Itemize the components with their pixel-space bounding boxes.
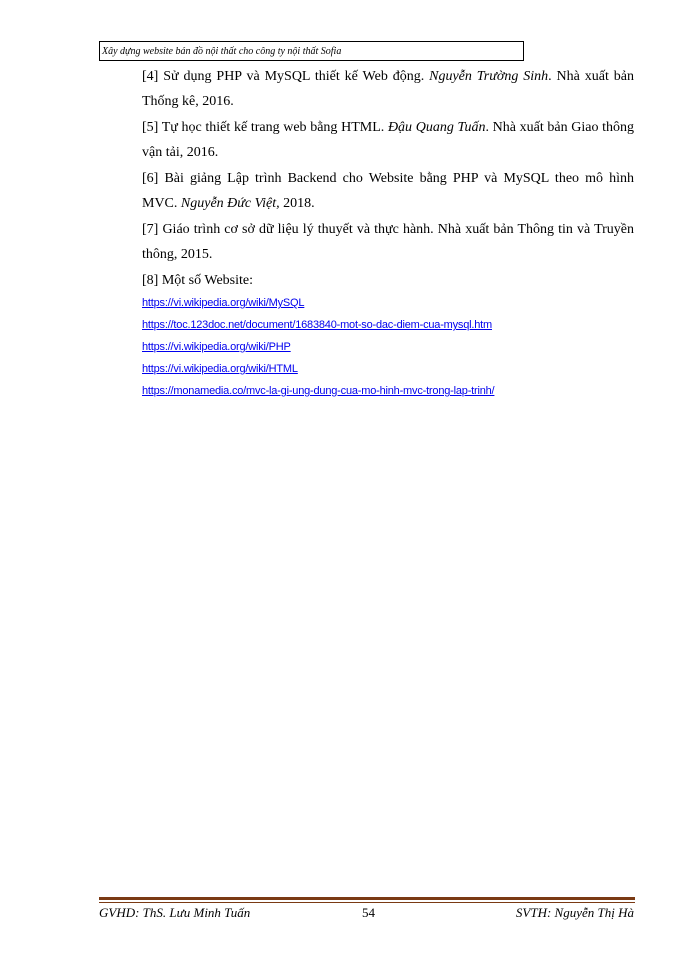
header-title: Xây dựng website bán đồ nội thất cho công ty nội thất Sofia bbox=[102, 46, 342, 57]
footer-rule-thin bbox=[99, 902, 635, 903]
reference-text: Giáo trình cơ sở dữ liệu lý thuyết và thực hành. Nhà xuất bản Thông tin và Truyền thông, 2015. bbox=[142, 222, 635, 262]
reference-text: Một số Website: bbox=[161, 273, 253, 288]
reference-item-7 bbox=[142, 217, 634, 267]
footer-advisor: GVHD: ThS. Lưu Minh Tuấn bbox=[99, 905, 251, 920]
reference-item-8 bbox=[142, 268, 634, 293]
page-header bbox=[99, 41, 524, 61]
reference-number: [5] bbox=[142, 120, 159, 135]
reference-item-6 bbox=[142, 166, 634, 216]
reference-author: Nguyễn Trường Sinh bbox=[429, 69, 549, 84]
reference-item-4 bbox=[142, 64, 634, 114]
reference-author: Đậu Quang Tuấn bbox=[387, 120, 486, 135]
reference-text: Bài giảng Lập trình Backend cho Website bằng PHP và MySQL theo mô hình MVC. bbox=[142, 171, 635, 211]
link-wikipedia-mysql[interactable]: https://vi.wikipedia.org/wiki/MySQL bbox=[142, 297, 305, 309]
link-monamedia-mvc[interactable]: https://monamedia.co/mvc-la-gi-ung-dung-cua-mo-hinh-mvc-trong-lap-trinh/ bbox=[142, 385, 495, 397]
reference-publisher: . Nhà xuất bản Thống kê, 2016. bbox=[142, 69, 634, 109]
link-123doc-mysql[interactable]: https://toc.123doc.net/document/1683840-mot-so-dac-diem-cua-mysql.htm bbox=[142, 319, 492, 331]
reference-text: Sử dụng PHP và MySQL thiết kế Web động. bbox=[163, 69, 425, 84]
reference-text: Tự học thiết kế trang web bằng HTML. bbox=[161, 120, 385, 135]
reference-publisher: . Nhà xuất bản Giao thông vận tải, 2016. bbox=[142, 120, 635, 160]
reference-number: [6] bbox=[142, 171, 159, 186]
reference-number: [4] bbox=[142, 69, 159, 84]
reference-author: Nguyễn Đức Việt, bbox=[180, 196, 280, 211]
reference-item-5 bbox=[142, 115, 634, 165]
footer-rule bbox=[99, 897, 635, 900]
reference-publisher: 2018. bbox=[279, 196, 315, 211]
link-wikipedia-php[interactable]: https://vi.wikipedia.org/wiki/PHP bbox=[142, 341, 291, 353]
website-link-list bbox=[142, 292, 642, 402]
reference-number: [8] bbox=[142, 273, 159, 288]
footer-page-number: 54 bbox=[362, 905, 375, 920]
footer-student: SVTH: Nguyễn Thị Hà bbox=[515, 905, 634, 920]
reference-list bbox=[142, 64, 634, 294]
link-wikipedia-html[interactable]: https://vi.wikipedia.org/wiki/HTML bbox=[142, 363, 298, 375]
reference-number: [7] bbox=[142, 222, 159, 237]
